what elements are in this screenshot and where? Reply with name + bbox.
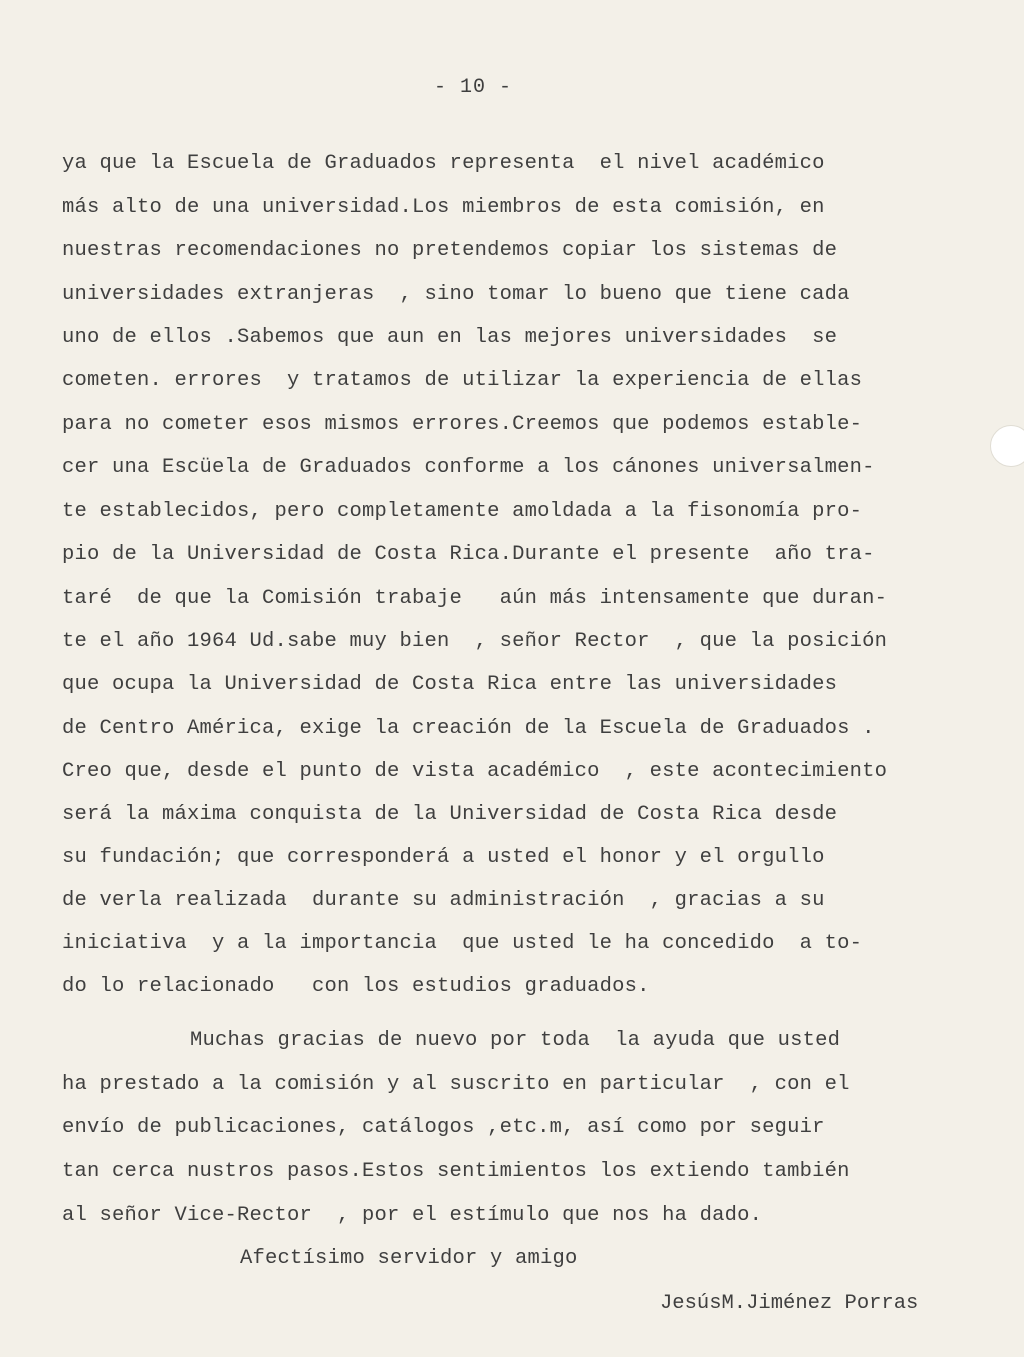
text-line: tan cerca nustros pasos.Estos sentimientos los extiendo también — [62, 1160, 850, 1183]
text-line: ya que la Escuela de Graduados representa el nivel académico — [62, 152, 825, 175]
closing-line: Afectísimo servidor y amigo — [240, 1247, 578, 1270]
text-line: será la máxima conquista de la Universidad de Costa Rica desde — [62, 803, 838, 826]
text-line: envío de publicaciones, catálogos ,etc.m, así como por seguir — [62, 1116, 825, 1139]
text-line: Creo que, desde el punto de vista académico , este acontecimiento — [62, 760, 888, 783]
text-line: uno de ellos .Sabemos que aun en las mejores universidades se — [62, 326, 838, 349]
text-line: al señor Vice-Rector , por el estímulo que nos ha dado. — [62, 1204, 763, 1227]
text-line: te establecidos, pero completamente amoldada a la fisonomía pro- — [62, 500, 863, 523]
text-line: Muchas gracias de nuevo por toda la ayuda que usted — [190, 1029, 841, 1052]
text-line: para no cometer esos mismos errores.Creemos que podemos estable- — [62, 413, 863, 436]
text-line: taré de que la Comisión trabaje aún más intensamente que duran- — [62, 587, 888, 610]
text-line: do lo relacionado con los estudios graduados. — [62, 975, 650, 998]
text-line: nuestras recomendaciones no pretendemos copiar los sistemas de — [62, 239, 838, 262]
text-line: pio de la Universidad de Costa Rica.Durante el presente año tra- — [62, 543, 875, 566]
text-line: que ocupa la Universidad de Costa Rica entre las universidades — [62, 673, 838, 696]
text-line: más alto de una universidad.Los miembros de esta comisión, en — [62, 196, 825, 219]
page-number: - 10 - — [433, 76, 512, 99]
text-line: cer una Escüela de Graduados conforme a los cánones universalmen- — [62, 456, 875, 479]
text-line: su fundación; que corresponderá a usted el honor y el orgullo — [62, 846, 825, 869]
signature: JesúsM.Jiménez Porras — [660, 1292, 919, 1315]
text-line: de Centro América, exige la creación de la Escuela de Graduados . — [62, 717, 875, 740]
text-line: de verla realizada durante su administración , gracias a su — [62, 889, 825, 912]
text-line: ha prestado a la comisión y al suscrito en particular , con el — [62, 1073, 850, 1096]
text-line: universidades extranjeras , sino tomar lo bueno que tiene cada — [62, 283, 850, 306]
text-line: te el año 1964 Ud.sabe muy bien , señor Rector , que la posición — [62, 630, 888, 653]
text-line: iniciativa y a la importancia que usted le ha concedido a to- — [62, 932, 863, 955]
text-line: cometen. errores y tratamos de utilizar la experiencia de ellas — [62, 369, 863, 392]
punch-hole — [990, 425, 1024, 467]
